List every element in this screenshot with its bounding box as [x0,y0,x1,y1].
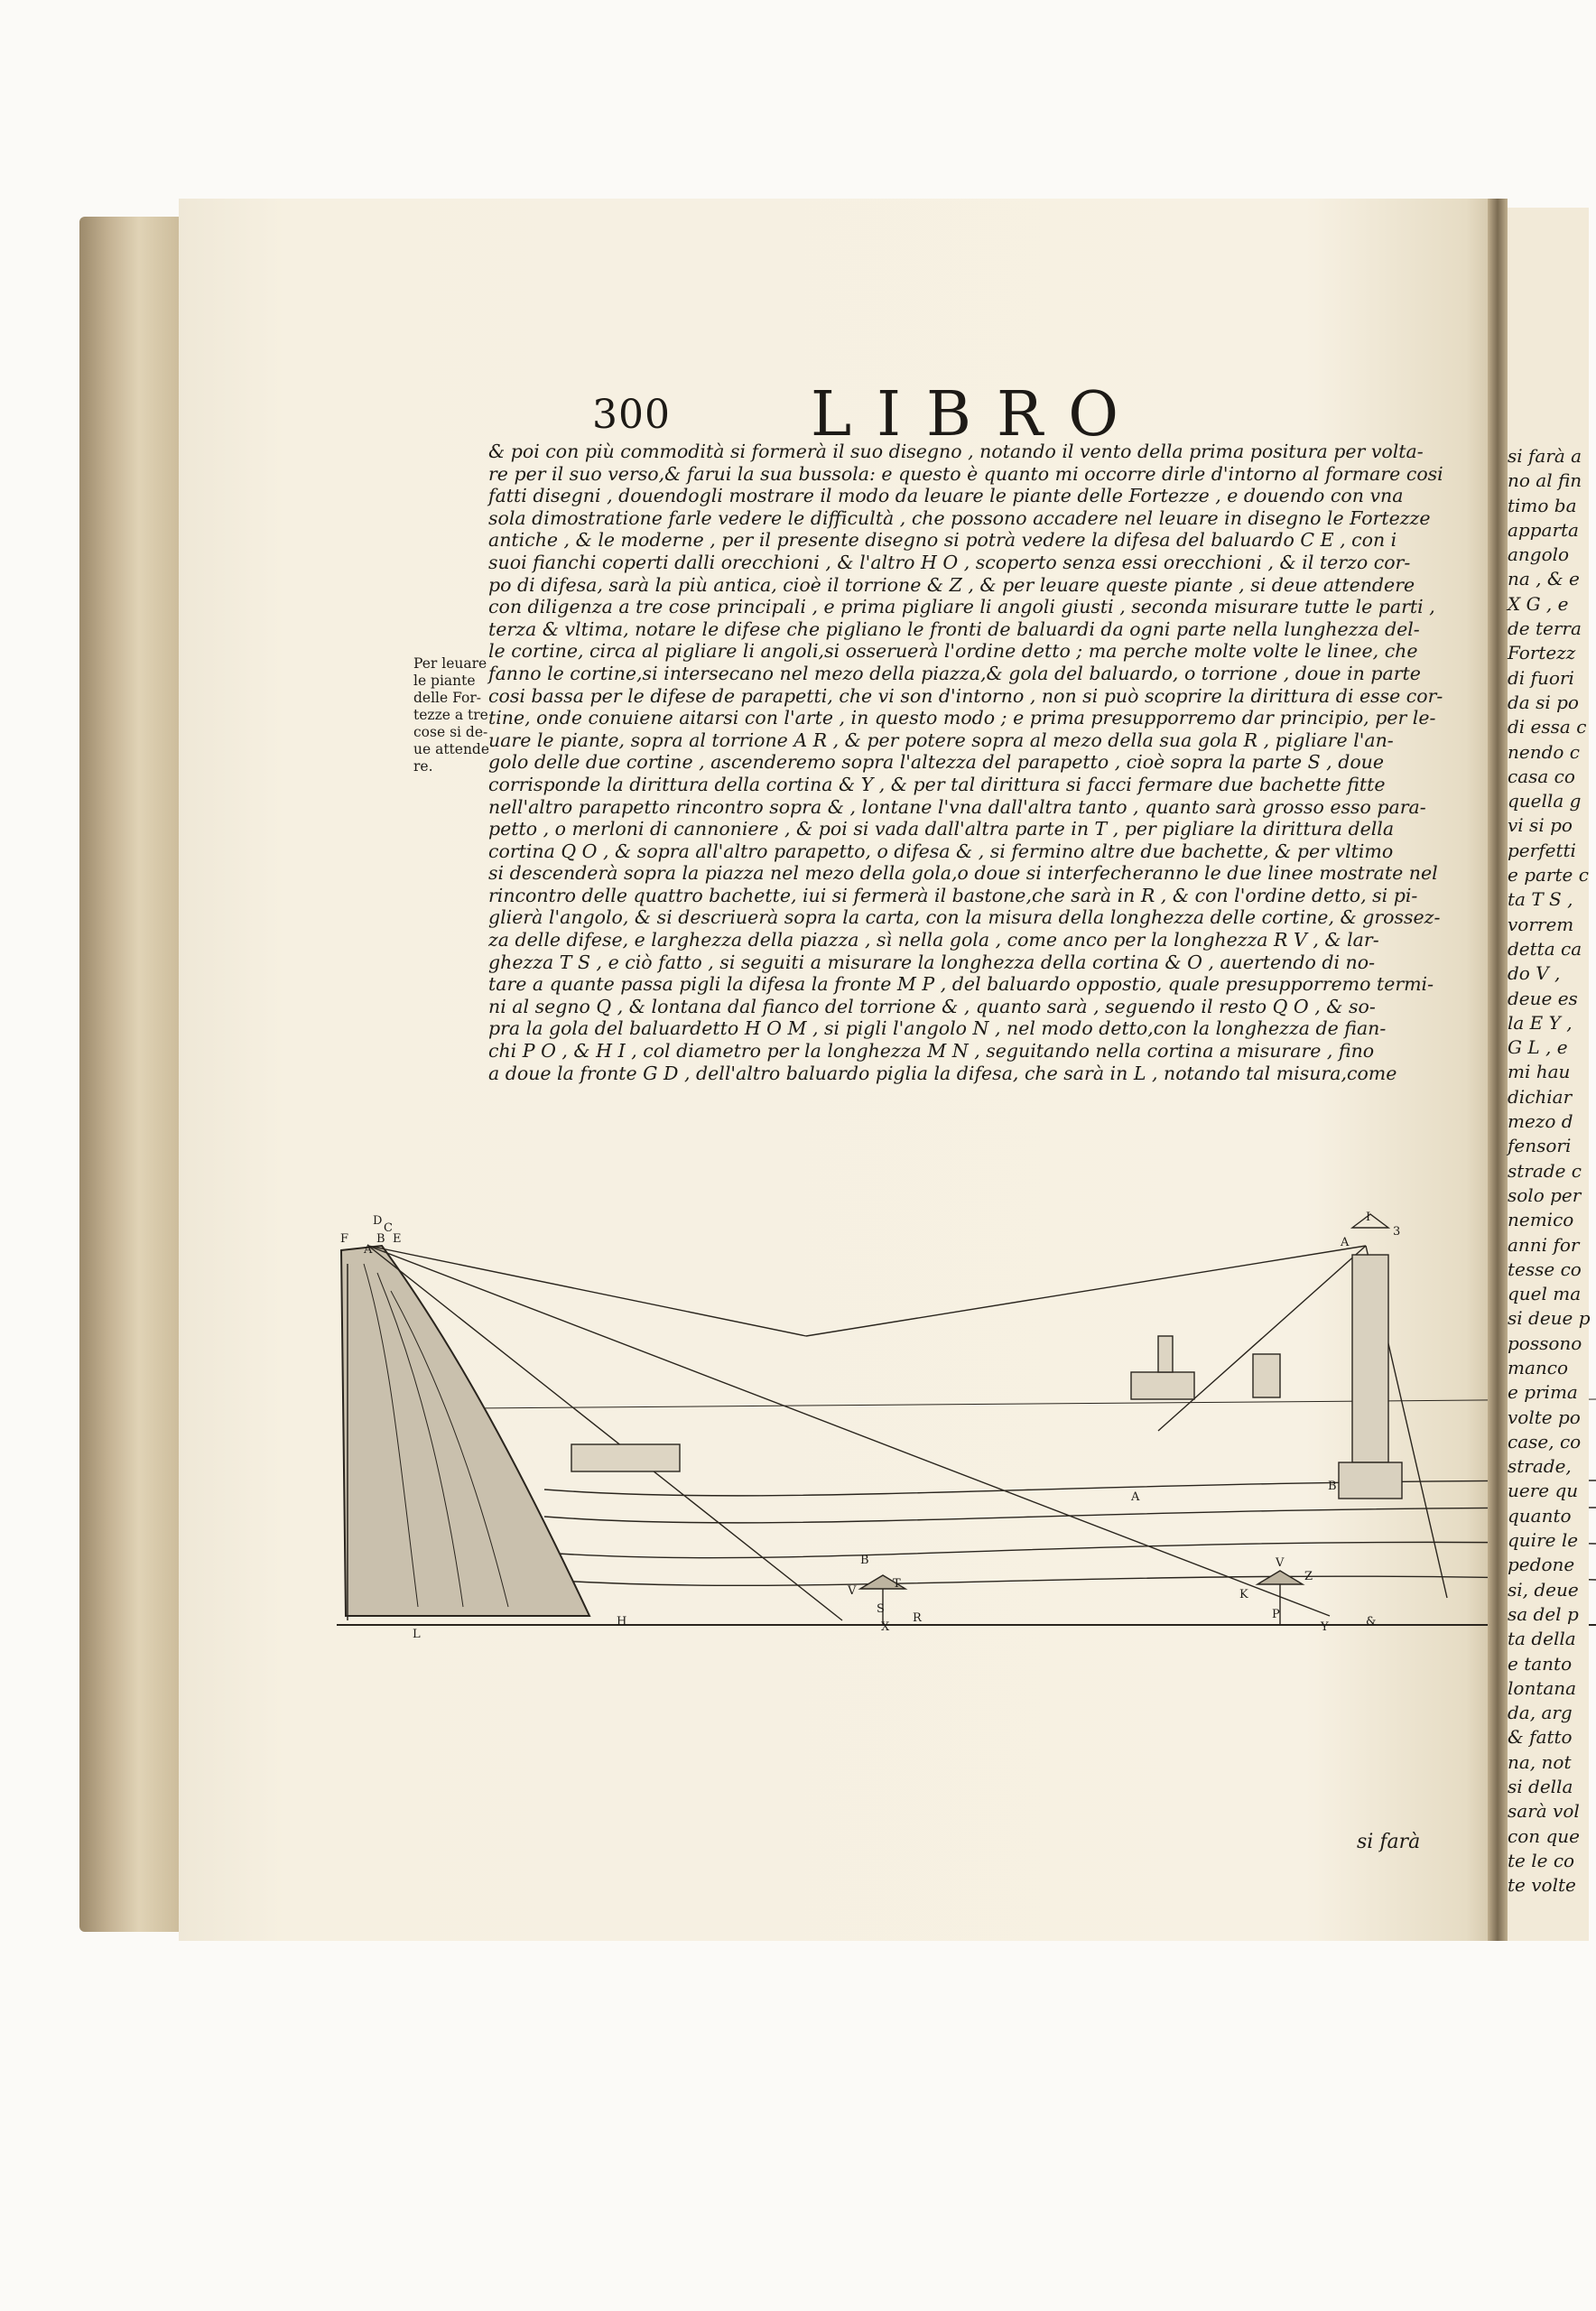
margin-note-line: ue attende [413,741,490,757]
text-line: Fortezz [1508,642,1576,664]
figure-label: B [860,1554,869,1567]
figure-label: Y [1321,1620,1329,1634]
margin-note-line: cose si de- [413,724,488,740]
margin-note-line: le piante [413,673,476,689]
text-line: mezo d [1508,1110,1573,1133]
text-line: strade, [1508,1455,1572,1478]
text-line: uare le piante, sopra al torrione A R , & per potere sopra al mezo della sua gola R , pigliare l'an- [488,729,1394,751]
text-line: quanto [1508,1504,1572,1527]
text-line: volte po [1508,1406,1581,1428]
figure-label: A [364,1243,373,1257]
text-line: perfetti [1508,839,1576,861]
text-line: vi si po [1508,814,1573,837]
text-line: nell'altro parapetto rincontro sopra & , lontane l'vna dall'altra tanto , quanto sarà grosso esso para- [488,795,1426,818]
text-line: e prima [1508,1381,1578,1404]
text-line: da si po [1508,691,1579,713]
figure-label: B [1328,1480,1337,1493]
figure-label: S [877,1602,885,1616]
figure-label: I [1366,1211,1371,1224]
figure-label: 3 [1393,1225,1401,1239]
text-line: vorrem [1508,913,1574,935]
text-line: po di difesa, sarà la più antica, cioè il torrione & Z , & per leuare queste piante , si deue attendere [488,573,1415,596]
figure-label: L [413,1628,421,1641]
margin-note-line: tezze a tre [413,707,488,723]
text-line: tare a quante passa pigli la difesa la fronte M P , del baluardo oppostio, quale presupporremo termi- [488,973,1434,996]
figure-label: C [384,1221,393,1235]
text-line: cosi bassa per le difese de parapetti, che vi son d'intorno , non si può scoprire la dirittura di esse cor- [488,684,1443,707]
text-line: fatti disegni , douendogli mostrare il modo da leuare le piante delle Fortezze , e douendo con vna [488,485,1404,507]
text-line: la E Y , [1508,1011,1573,1034]
text-line: G L , e [1508,1036,1568,1059]
text-line: manco [1508,1356,1569,1378]
text-line: golo delle due cortine , ascenderemo sopra l'altezza del parapetto , cioè sopra la parte S , doue [488,751,1384,774]
figure-label: T [893,1577,901,1591]
text-line: case, co [1508,1430,1582,1452]
text-line: de terra [1508,617,1582,640]
text-line: suoi fianchi coperti dalli orecchioni , & l'altro H O , scoperto senza essi orecchioni , & il terzo cor- [488,551,1411,573]
page-number: 300 [592,392,671,438]
text-line: cortina Q O , & sopra all'altro parapetto, o difesa & , si fermino altre due bachette, & per vltimo [488,840,1394,862]
text-line: timo ba [1508,494,1577,516]
text-line: con que [1508,1824,1580,1847]
text-line: no al fin [1508,469,1582,492]
text-line: solo per [1508,1183,1582,1206]
text-line: dichiar [1508,1085,1573,1108]
text-line: petto , o merloni di cannoniere , & poi si vada dall'altra parte in T , per pigliare la dirittura della [488,818,1395,840]
text-line: na , & e [1508,568,1580,590]
text-line: anni for [1508,1233,1580,1256]
left-page [179,199,1506,1941]
figure-label: & [1366,1615,1377,1629]
text-line: nendo c [1508,740,1580,763]
open-book [79,199,1591,1941]
figure-label: Z [1304,1570,1313,1583]
text-line: ta della [1508,1628,1576,1650]
text-line: possono [1508,1332,1582,1354]
figure-label: F [340,1232,349,1246]
margin-note-line: re. [413,758,433,775]
right-page-partial [1508,208,1589,1941]
text-line: si farà a [1508,445,1582,467]
text-line: detta ca [1508,937,1582,960]
text-line: te volte [1508,1874,1576,1897]
text-line: ghezza T S , e ciò fatto , si seguiti a misurare la longhezza della cortina & O , auertendo di no- [488,951,1376,973]
text-line: e tanto [1508,1652,1573,1675]
book-gutter [1488,199,1508,1941]
text-line: ni al segno Q , & lontana dal fianco del torrione & , quanto sarà , seguendo il resto Q O , & so- [488,995,1376,1017]
text-line: angolo [1508,543,1570,566]
text-line: glierà l'angolo, & si descriuerà sopra la carta, con la misura della longhezza delle cortine, & grossez- [488,906,1441,929]
text-line: si deue p [1508,1307,1591,1330]
figure-label: E [393,1232,402,1246]
text-line: X G , e [1508,592,1569,615]
text-line: te le co [1508,1849,1575,1871]
text-line: pedone [1508,1554,1575,1576]
figure-label: P [1272,1608,1280,1621]
text-line: strade c [1508,1159,1582,1182]
figure-label: A [1131,1490,1140,1504]
text-line: sa del p [1508,1602,1579,1625]
margin-note-line: Per leuare [413,655,487,672]
text-line: con diligenza a tre cose principali , e prima pigliare li angoli giusti , seconda misurare tutte le parti , [488,596,1435,618]
figure-label: B [376,1232,385,1246]
margin-note [413,655,490,775]
figure-label: A [1341,1236,1350,1249]
text-line: fanno le cortine,si intersecano nel mezo della piazza,& gola del baluardo, o torrione , doue in parte [488,662,1421,684]
text-line: lontana [1508,1676,1577,1699]
book-fore-edge [79,217,179,1932]
text-line: tesse co [1508,1258,1582,1280]
margin-note-line: delle For- [413,690,481,706]
text-line: ta T S , [1508,888,1573,911]
text-line: quel ma [1508,1283,1582,1305]
text-line: le cortine, circa al pigliare li angoli,si osseruerà l'ordine detto ; ma perche molte volte le linee, che [488,640,1418,663]
text-line: rincontro delle quattro bachette, iui si fermerà il bastone,che sarà in R , & con l'ordine detto, si pi- [488,884,1418,906]
text-line: si descenderà sopra la piazza nel mezo della gola,o doue si interfecheranno le due linee mostrate nel [488,862,1438,885]
text-line: sarà vol [1508,1800,1580,1823]
text-line: na, not [1508,1750,1572,1773]
text-line: da, arg [1508,1702,1573,1724]
figure-label: D [373,1214,383,1228]
text-line: sola dimostratione farle vedere le difficultà , che possono accadere nel leuare in disegno le Fortezze [488,506,1431,529]
text-line: deue es [1508,987,1578,1009]
text-line: mi hau [1508,1061,1571,1083]
text-line: quella g [1508,790,1582,812]
figure-label: K [1239,1588,1248,1601]
text-line: antiche , & le moderne , per il presente disegno si potrà vedere la difesa del baluardo C E , con i [488,529,1397,552]
text-line: chi P O , & H I , col diametro per la longhezza M N , seguitando nella cortina a misurare , fino [488,1040,1375,1063]
text-line: e parte c [1508,864,1589,886]
text-line: quire le [1508,1529,1579,1552]
figure-label: R [913,1611,922,1625]
page-header [179,379,1506,450]
figure-label: H [617,1615,627,1629]
text-line: corrisponde la dirittura della cortina & Y , & per tal dirittura si facci fermare due bachette fitte [488,773,1386,795]
text-line: di essa c [1508,716,1587,738]
running-title: LIBRO [811,379,1144,450]
text-line: terza & vltima, notare le difese che pigliano le fronti de baluardi da ogni parte nella lunghezza del- [488,617,1420,640]
text-line: re per il suo verso,& farui la sua bussola: e questo è quanto mi occorre dirle d'intorno al formare cosi [488,462,1443,485]
text-line: pra la gola del baluardetto H O M , si pigli l'angolo N , nel modo detto,con la longhezza de fian- [488,1017,1387,1040]
text-line: si, deue [1508,1578,1579,1601]
figure-label: V [1276,1556,1285,1570]
text-line: nemico [1508,1209,1574,1231]
right-page-text [1508,444,1591,1898]
text-line: apparta [1508,518,1579,541]
text-line: fensori [1508,1135,1572,1157]
body-text [488,441,1443,1084]
figure-label: V [848,1584,857,1598]
text-line: & fatto [1508,1726,1573,1749]
text-line: di fuori [1508,666,1574,689]
text-line: a doue la fronte G D , dell'altro baluardo piglia la difesa, che sarà in L , notando tal misura,come [488,1062,1397,1084]
catchword: si farà [1357,1831,1421,1853]
text-line: do V , [1508,962,1561,985]
text-line: tine, onde conuiene aitarsi con l'arte , in questo modo ; e prima presupporremo dar principio, per le- [488,707,1436,729]
text-line: si della [1508,1776,1573,1798]
text-line: & poi con più commodità si formerà il suo disegno , notando il vento della prima positura per volta- [488,441,1424,462]
text-line: za delle difese, e larghezza della piazza , sì nella gola , come anco per la longhezza R V , & lar- [488,929,1379,951]
figure-label: X [881,1620,890,1634]
text-line: uere qu [1508,1480,1579,1502]
text-line: casa co [1508,765,1575,787]
